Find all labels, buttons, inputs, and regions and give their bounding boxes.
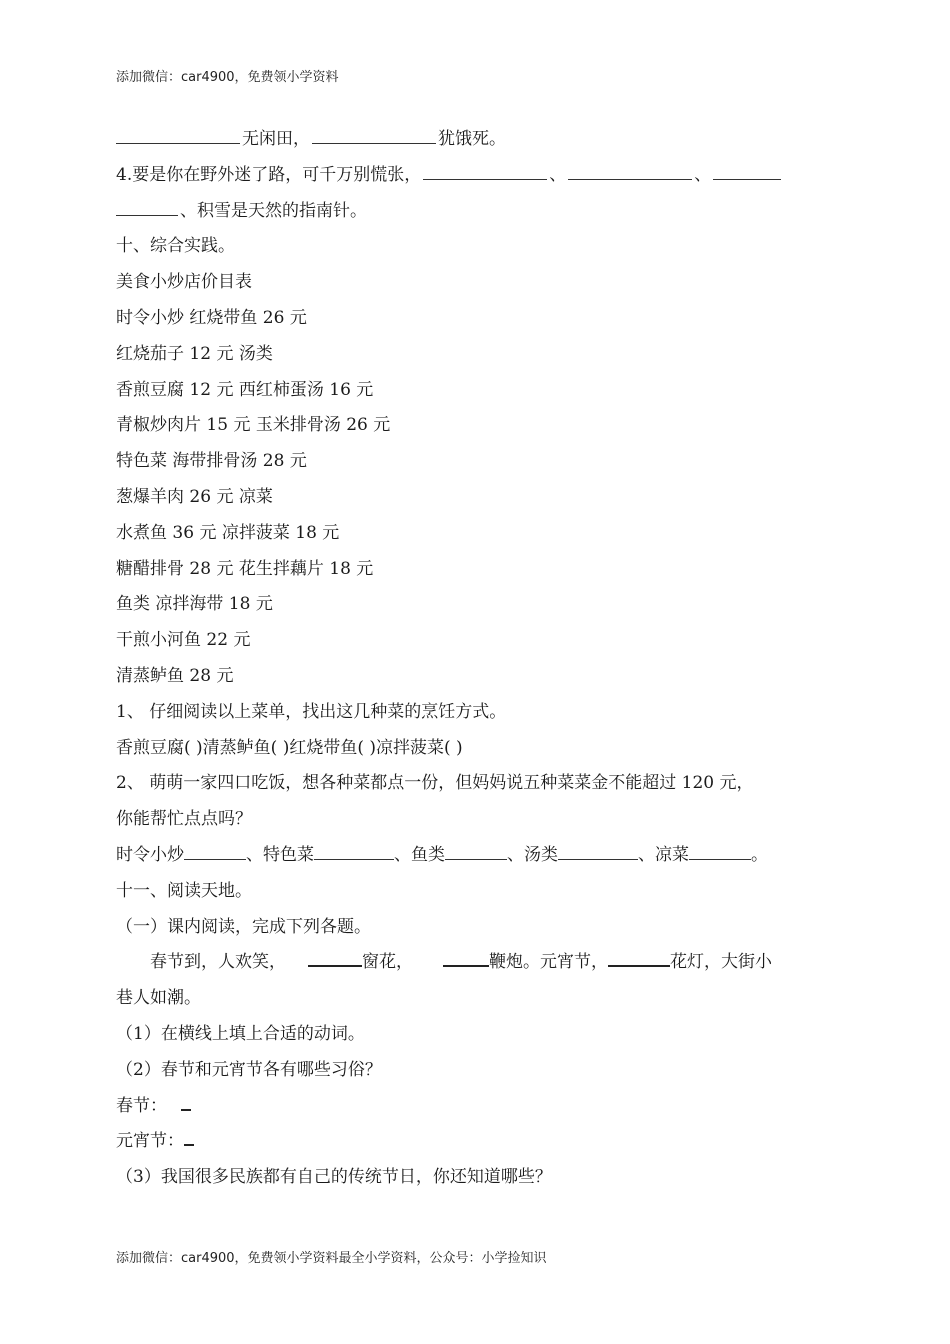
menu-line: 红烧茄子 12 元 汤类	[116, 343, 273, 364]
menu-line: 青椒炒肉片 15 元 玉米排骨汤 26 元	[116, 415, 391, 436]
passage-text: 鞭炮。元宵节，	[489, 952, 608, 973]
menu-line: 香煎豆腐 12 元 西红柿蛋汤 16 元	[116, 379, 374, 400]
fill-end: 。	[751, 844, 768, 865]
menu-line: 干煎小河鱼 22 元	[116, 630, 251, 651]
menu-line: 特色菜 海带排骨汤 28 元	[116, 451, 307, 472]
reading-q2: （2）春节和元宵节各有哪些习俗？	[116, 1059, 382, 1080]
blank[interactable]	[568, 158, 692, 180]
blank[interactable]	[312, 122, 436, 144]
practice-q2-line2: 你能帮忙点点吗？	[116, 809, 252, 830]
practice-q1: 1、 仔细阅读以上菜单，找出这几种菜的烹饪方式。	[116, 701, 507, 722]
fill-label: 、凉菜	[638, 844, 689, 865]
menu-line: 鱼类 凉拌海带 18 元	[116, 594, 273, 615]
menu-line: 清蒸鲈鱼 28 元	[116, 665, 234, 686]
menu-line: 葱爆羊肉 26 元 凉菜	[116, 486, 273, 507]
passage-line2: 巷人如潮。	[116, 988, 201, 1009]
blank[interactable]	[308, 945, 362, 967]
q4-sep: 、	[549, 164, 567, 185]
fill-label: 、特色菜	[246, 844, 314, 865]
answer-lantern	[116, 1124, 841, 1160]
menu-line: 水煮鱼 36 元 凉拌菠菜 18 元	[116, 522, 340, 543]
blank[interactable]	[423, 158, 547, 180]
q3-line	[116, 122, 841, 158]
reading-q3: （3）我国很多民族都有自己的传统节日，你还知道哪些？	[116, 1167, 552, 1188]
practice-q2-fill	[116, 838, 841, 874]
page-header: 添加微信：car4900，免费领小学资料	[116, 70, 339, 85]
document-body	[116, 122, 841, 1196]
q4-line	[116, 158, 841, 194]
page-footer: 添加微信：car4900，免费领小学资料最全小学资料，公众号：小学捡知识	[116, 1251, 547, 1266]
q3-text-a: 无闲田，	[242, 129, 310, 149]
q3-text-b: 犹饿死。	[438, 129, 506, 149]
menu-line: 糖醋排骨 28 元 花生拌藕片 18 元	[116, 558, 374, 579]
practice-q1-items: 香煎豆腐( )清蒸鲈鱼( )红烧带鱼( )凉拌菠菜( )	[116, 737, 463, 758]
passage-line1	[116, 945, 841, 981]
reading-q1: （1）在横线上填上合适的动词。	[116, 1023, 365, 1044]
section10-title: 十、综合实践。	[116, 236, 235, 257]
practice-q2-line1: 2、 萌萌一家四口吃饭，想各种菜都点一份，但妈妈说五种菜菜金不能超过 120 元，	[116, 773, 754, 794]
fill-label: 时令小炒	[116, 844, 184, 865]
q4-end: 、积雪是天然的指南针。	[180, 200, 367, 221]
fill-label: 、汤类	[507, 844, 558, 865]
blank[interactable]	[184, 838, 246, 860]
blank[interactable]	[689, 838, 751, 860]
menu-title: 美食小炒店价目表	[116, 272, 252, 293]
answer-label: 春节：	[116, 1095, 167, 1116]
passage-text: 花灯，大街小	[670, 952, 772, 973]
answer-spring	[116, 1089, 841, 1125]
section11-title: 十一、阅读天地。	[116, 880, 252, 901]
blank[interactable]	[608, 945, 670, 967]
blank[interactable]	[445, 838, 507, 860]
fill-label: 、鱼类	[394, 844, 445, 865]
blank[interactable]	[116, 122, 240, 144]
blank[interactable]	[314, 838, 394, 860]
blank[interactable]	[558, 838, 638, 860]
blank[interactable]	[116, 194, 178, 216]
section11-sub1: （一）课内阅读，完成下列各题。	[116, 916, 371, 937]
passage-text: 春节到，人欢笑，	[150, 952, 286, 973]
blank[interactable]	[181, 1089, 191, 1111]
blank[interactable]	[713, 158, 781, 180]
q4-text: 4.要是你在野外迷了路，可千万别慌张，	[116, 164, 422, 185]
blank[interactable]	[443, 945, 489, 967]
menu-line: 时令小炒 红烧带鱼 26 元	[116, 307, 307, 328]
q4-sep: 、	[694, 164, 712, 185]
blank[interactable]	[184, 1124, 194, 1146]
passage-text: 窗花，	[362, 952, 413, 973]
q4-line-2	[116, 194, 841, 230]
answer-label: 元宵节：	[116, 1131, 184, 1152]
